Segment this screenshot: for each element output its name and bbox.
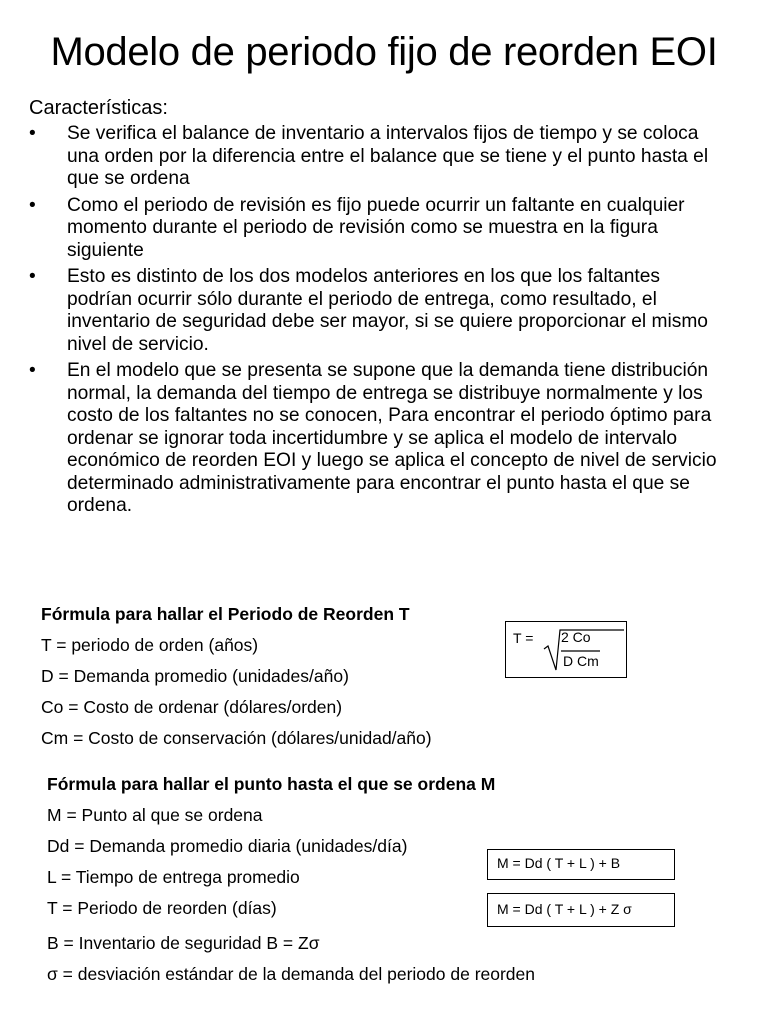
order-point-formula: M = Dd ( T + L ) + B: [497, 855, 621, 871]
bullet-text: Esto es distinto de los dos modelos anteriores en los que los faltantes podrían ocurrir sólo durante el periodo de entrega, como resultado, el inventario de seguridad debe ser mayor, si se quiere proporcionar el mismo nivel de servicio.: [67, 266, 708, 355]
definition-line: Co = Costo de ordenar (dólares/orden): [41, 697, 343, 717]
list-item: [29, 266, 729, 356]
page-title: Modelo de periodo fijo de reorden EOI: [50, 30, 718, 74]
order-point-sigma-formula-box: [487, 893, 675, 927]
bullet-icon: •: [29, 360, 36, 381]
list-item: [29, 195, 729, 263]
definition-line: D = Demanda promedio (unidades/año): [41, 666, 349, 686]
definition-line: Dd = Demanda promedio diaria (unidades/día): [47, 836, 408, 856]
order-point-formula-box: [487, 849, 675, 880]
bullet-icon: •: [29, 194, 36, 216]
definition-line: Cm = Costo de conservación (dólares/unidad/año): [41, 728, 432, 748]
definition-line: B = Inventario de seguridad B = Zσ: [47, 933, 320, 953]
definition-line: T = Periodo de reorden (días): [47, 898, 277, 918]
list-item: [29, 123, 729, 191]
formula-lhs: T =: [513, 630, 534, 646]
formula-numerator: 2 Co: [561, 629, 591, 645]
bullet-text: En el modelo que se presenta se supone que la demanda tiene distribución normal, la demanda del tiempo de entrega se distribuye normalmente y los costo de los faltantes no se conocen, Para encontrar el periodo óptimo para ordenar se ignorar toda incertidumbre y se aplica el modelo de intervalo económico de reorden EOI y luego se aplica el concepto de nivel de servicio determinado administrativamente para encontrar el punto hasta el que se ordena.: [67, 360, 717, 516]
reorder-period-formula-box: [505, 621, 627, 678]
bullet-icon: •: [29, 266, 36, 287]
definition-line: σ = desviación estándar de la demanda del periodo de reorden: [47, 964, 536, 984]
definition-line: L = Tiempo de entrega promedio: [47, 867, 300, 887]
characteristics-heading: Características:: [29, 97, 168, 119]
definition-line: M = Punto al que se ordena: [47, 805, 263, 825]
formula-denominator: D Cm: [563, 653, 599, 669]
definition-line: T = periodo de orden (años): [41, 635, 259, 655]
bullet-text: Como el periodo de revisión es fijo puede ocurrir un faltante en cualquier momento durante el periodo de revisión como se muestra en la figura siguiente: [67, 194, 685, 261]
section-heading-order-point: Fórmula para hallar el punto hasta el que se ordena M: [47, 774, 496, 794]
characteristics-list: [29, 123, 729, 522]
order-point-sigma-formula: M = Dd ( T + L ) + Z σ: [497, 901, 632, 917]
bullet-icon: •: [29, 123, 36, 144]
bullet-text: Se verifica el balance de inventario a intervalos fijos de tiempo y se coloca una orden por la diferencia entre el balance que se tiene y el punto hasta el que se ordena: [67, 123, 709, 189]
section-heading-reorder-period: Fórmula para hallar el Periodo de Reorden T: [41, 604, 410, 624]
list-item: [29, 360, 729, 518]
